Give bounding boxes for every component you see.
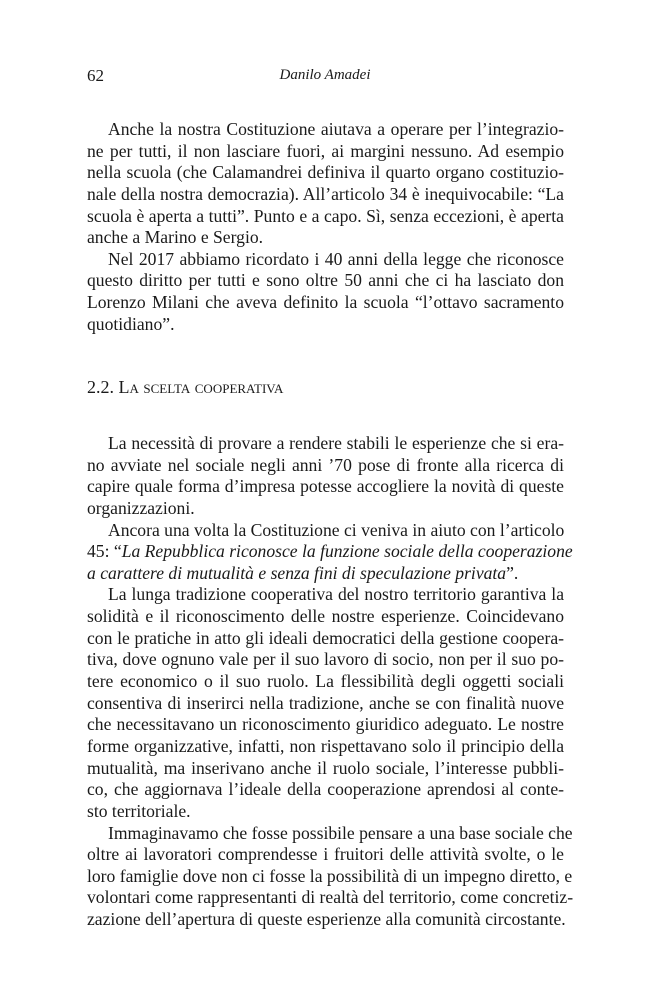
- section-2-body: [87, 433, 574, 931]
- text-line: Anche la nostra Costituzione aiutava a operare per l’integrazio-: [108, 119, 564, 139]
- paragraph: [87, 433, 564, 520]
- text-line: scuola è aperta a tutti”. Punto e a capo. Sì, senza eccezioni, è aperta: [87, 205, 564, 226]
- paragraph: [87, 249, 564, 336]
- text-line: [87, 541, 573, 563]
- text-line: tiva, dove ognuno vale per il suo lavoro di socio, non per il suo po-: [87, 649, 564, 670]
- text-line: La lunga tradizione cooperativa del nostro territorio garantiva la: [108, 584, 564, 605]
- text-line: La necessità di provare a rendere stabili le esperienze che si era-: [108, 433, 564, 453]
- text-line: quotidiano”.: [87, 313, 175, 334]
- text-line: Nel 2017 abbiamo ricordato i 40 anni della legge che riconosce: [108, 248, 564, 269]
- text-line: Lorenzo Milani che aveva definito la scuola “l’ottavo sacramento: [87, 292, 564, 313]
- running-title: Danilo Amadei: [279, 67, 371, 83]
- italic-quote: La Repubblica riconosce la funzione sociale della cooperazione: [121, 541, 573, 562]
- text-line: organizzazioni.: [87, 497, 195, 518]
- text-line: no avviate nel sociale negli anni ’70 pose di fronte alla ricerca di: [87, 454, 564, 475]
- paragraph: [87, 584, 564, 822]
- text-line: nale della nostra democrazia). All’articolo 34 è inequivocabile: “La: [87, 183, 564, 204]
- text-line: sto territoriale.: [87, 800, 191, 821]
- italic-quote: a carattere di mutualità e senza fini di speculazione privata: [87, 562, 507, 583]
- text-span: ”.: [506, 562, 519, 583]
- text-line: co, che aggiornava l’ideale della cooperazione aprendosi al conte-: [87, 779, 564, 800]
- text-line: tere economico o il suo ruolo. La flessibilità degli oggetti sociali: [87, 671, 564, 692]
- text-line: consentiva di inserirci nella tradizione, anche se con finalità nuove: [87, 692, 564, 713]
- section-1-body: [87, 119, 564, 335]
- section-title: La scelta cooperativa: [118, 377, 284, 397]
- text-line: loro famiglie dove non ci fosse la possibilità di un impegno diretto, e: [87, 865, 573, 886]
- text-line: ne per tutti, il non lasciare fuori, ai margini nessuno. Ad esempio: [87, 140, 564, 161]
- paragraph: [87, 119, 564, 249]
- text-line: zazione dell’apertura di queste esperienze alla comunità circostante.: [87, 909, 566, 930]
- text-line: [87, 563, 564, 585]
- text-line: capire quale forma d’impresa potesse accogliere la novità di queste: [87, 476, 564, 497]
- text-line: volontari come rappresentanti di realtà del territorio, come concretiz-: [87, 887, 574, 908]
- text-line: forme organizzative, infatti, non rispettavano solo il principio della: [87, 735, 564, 756]
- text-span: 45: “: [87, 541, 122, 562]
- section-heading: [87, 377, 283, 398]
- text-line: con le pratiche in atto gli ideali democratici della gestione coopera-: [87, 627, 564, 648]
- text-line: questo diritto per tutti e sono oltre 50 anni che ci ha lasciato don: [87, 270, 564, 291]
- text-line: solidità e il riconoscimento delle nostre esperienze. Coincidevano: [87, 606, 564, 627]
- page-number: 62: [87, 66, 104, 85]
- section-number: 2.2.: [87, 377, 119, 397]
- paragraph: [87, 822, 574, 931]
- text-line: oltre ai lavoratori comprendesse i fruitori delle attività svolte, o le: [87, 844, 564, 865]
- paragraph: [87, 519, 573, 585]
- text-line: che necessitavano un riconoscimento giuridico adeguato. Le nostre: [87, 714, 564, 735]
- text-line: anche a Marino e Sergio.: [87, 227, 264, 248]
- text-line: nella scuola (che Calamandrei definiva il quarto organo costituzio-: [87, 162, 564, 183]
- text-line: Ancora una volta la Costituzione ci veniva in aiuto con l’articolo: [108, 519, 565, 540]
- text-line: mutualità, ma inserivano anche il ruolo sociale, l’interesse pubbli-: [87, 757, 564, 778]
- text-line: Immaginavamo che fosse possibile pensare a una base sociale che: [108, 822, 573, 843]
